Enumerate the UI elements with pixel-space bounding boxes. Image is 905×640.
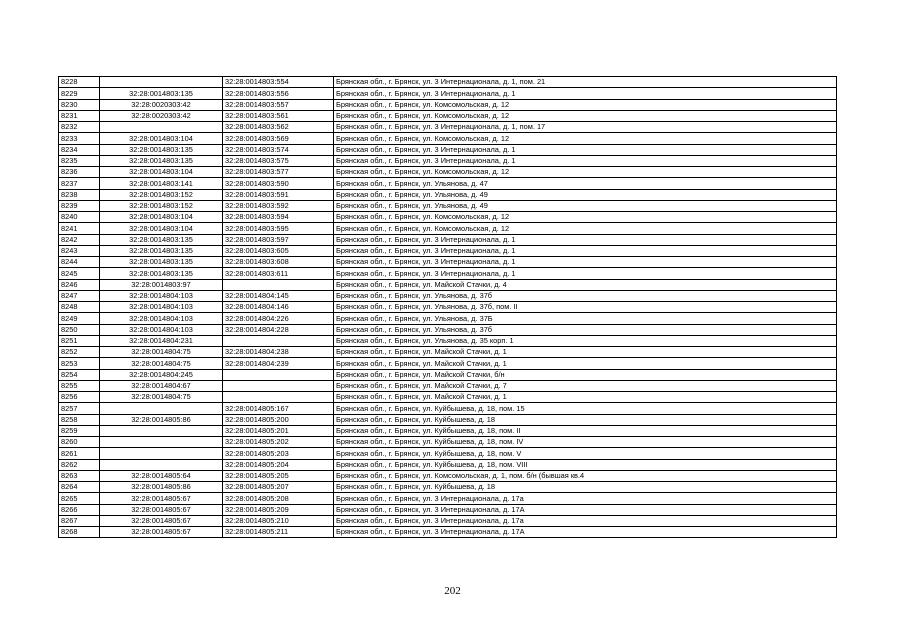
parent-cadastral-cell: 32:28:0014804:103 xyxy=(100,290,223,301)
parent-cadastral-cell xyxy=(100,437,223,448)
table-row xyxy=(59,223,837,234)
table-row xyxy=(59,358,837,369)
row-number-cell: 8263 xyxy=(59,470,100,481)
table-row xyxy=(59,200,837,211)
cadastral-number-cell: 32:28:0014805:204 xyxy=(223,459,334,470)
row-number-cell: 8236 xyxy=(59,167,100,178)
cadastral-number-cell: 32:28:0014804:238 xyxy=(223,347,334,358)
address-cell: Брянская обл., г. Брянск, ул. Куйбышева, д. 18 xyxy=(334,482,837,493)
table-row xyxy=(59,425,837,436)
address-cell: Брянская обл., г. Брянск, ул. Майской Стачки, д. 7 xyxy=(334,380,837,391)
row-number-cell: 8256 xyxy=(59,392,100,403)
row-number-cell: 8243 xyxy=(59,245,100,256)
address-cell: Брянская обл., г. Брянск, ул. Майской Стачки, д. 1 xyxy=(334,358,837,369)
address-cell: Брянская обл., г. Брянск, ул. Майской Стачки, д. 1 xyxy=(334,347,837,358)
row-number-cell: 8261 xyxy=(59,448,100,459)
cadastral-number-cell: 32:28:0014805:205 xyxy=(223,470,334,481)
parent-cadastral-cell: 32:28:0014803:104 xyxy=(100,212,223,223)
cadastral-number-cell: 32:28:0014803:557 xyxy=(223,99,334,110)
parent-cadastral-cell: 32:28:0014803:104 xyxy=(100,223,223,234)
row-number-cell: 8257 xyxy=(59,403,100,414)
row-number-cell: 8235 xyxy=(59,155,100,166)
parent-cadastral-cell: 32:28:0014803:152 xyxy=(100,189,223,200)
table-row xyxy=(59,369,837,380)
address-cell: Брянская обл., г. Брянск, ул. Ульянова, д. 37б xyxy=(334,324,837,335)
address-cell: Брянская обл., г. Брянск, ул. Ульянова, д. 35 корп. 1 xyxy=(334,335,837,346)
cadastral-number-cell: 32:28:0014803:569 xyxy=(223,133,334,144)
address-cell: Брянская обл., г. Брянск, ул. Куйбышева, д. 18 xyxy=(334,414,837,425)
table-row xyxy=(59,88,837,99)
table-row xyxy=(59,493,837,504)
row-number-cell: 8260 xyxy=(59,437,100,448)
parent-cadastral-cell: 32:28:0014804:103 xyxy=(100,302,223,313)
cadastral-number-cell xyxy=(223,279,334,290)
address-cell: Брянская обл., г. Брянск, ул. Майской Стачки, д. 1 xyxy=(334,392,837,403)
row-number-cell: 8228 xyxy=(59,77,100,88)
parent-cadastral-cell: 32:28:0014803:104 xyxy=(100,167,223,178)
table-row xyxy=(59,403,837,414)
parent-cadastral-cell: 32:28:0014805:67 xyxy=(100,493,223,504)
row-number-cell: 8232 xyxy=(59,122,100,133)
row-number-cell: 8234 xyxy=(59,144,100,155)
row-number-cell: 8247 xyxy=(59,290,100,301)
address-cell: Брянская обл., г. Брянск, ул. Куйбышева, д. 18, пом. II xyxy=(334,425,837,436)
address-cell: Брянская обл., г. Брянск, ул. Ульянова, д. 37б xyxy=(334,290,837,301)
table-body xyxy=(59,77,837,538)
table-row xyxy=(59,527,837,538)
address-cell: Брянская обл., г. Брянск, ул. 3 Интернационала, д. 1, пом. 17 xyxy=(334,122,837,133)
cadastral-number-cell: 32:28:0014803:556 xyxy=(223,88,334,99)
address-cell: Брянская обл., г. Брянск, ул. Комсомольская, д. 12 xyxy=(334,133,837,144)
parent-cadastral-cell xyxy=(100,403,223,414)
cadastral-number-cell: 32:28:0014805:208 xyxy=(223,493,334,504)
table-row xyxy=(59,144,837,155)
cadastral-number-cell: 32:28:0014803:591 xyxy=(223,189,334,200)
cadastral-number-cell: 32:28:0014804:146 xyxy=(223,302,334,313)
address-cell: Брянская обл., г. Брянск, ул. Ульянова, д. 37Б xyxy=(334,313,837,324)
cadastral-number-cell: 32:28:0014805:203 xyxy=(223,448,334,459)
parent-cadastral-cell xyxy=(100,122,223,133)
row-number-cell: 8229 xyxy=(59,88,100,99)
cadastral-number-cell: 32:28:0014803:594 xyxy=(223,212,334,223)
table-row xyxy=(59,324,837,335)
page-number: 202 xyxy=(444,585,461,597)
row-number-cell: 8239 xyxy=(59,200,100,211)
cadastral-number-cell: 32:28:0014803:577 xyxy=(223,167,334,178)
parent-cadastral-cell: 32:28:0014804:67 xyxy=(100,380,223,391)
parent-cadastral-cell: 32:28:0014803:135 xyxy=(100,88,223,99)
cadastral-number-cell: 32:28:0014803:562 xyxy=(223,122,334,133)
cadastral-number-cell: 32:28:0014804:226 xyxy=(223,313,334,324)
row-number-cell: 8265 xyxy=(59,493,100,504)
cadastral-number-cell: 32:28:0014803:561 xyxy=(223,110,334,121)
row-number-cell: 8231 xyxy=(59,110,100,121)
cadastral-number-cell: 32:28:0014803:590 xyxy=(223,178,334,189)
cadastral-number-cell: 32:28:0014805:201 xyxy=(223,425,334,436)
cadastral-number-cell: 32:28:0014803:608 xyxy=(223,257,334,268)
parent-cadastral-cell: 32:28:0014805:86 xyxy=(100,414,223,425)
table-row xyxy=(59,392,837,403)
table-row xyxy=(59,302,837,313)
address-cell: Брянская обл., г. Брянск, ул. Куйбышева, д. 18, пом. 15 xyxy=(334,403,837,414)
parent-cadastral-cell: 32:28:0014805:67 xyxy=(100,504,223,515)
parent-cadastral-cell: 32:28:0020303:42 xyxy=(100,110,223,121)
parent-cadastral-cell: 32:28:0014803:135 xyxy=(100,234,223,245)
row-number-cell: 8253 xyxy=(59,358,100,369)
table-row xyxy=(59,178,837,189)
row-number-cell: 8246 xyxy=(59,279,100,290)
cadastral-number-cell: 32:28:0014803:611 xyxy=(223,268,334,279)
cadastral-number-cell: 32:28:0014803:554 xyxy=(223,77,334,88)
cadastral-number-cell: 32:28:0014804:145 xyxy=(223,290,334,301)
row-number-cell: 8241 xyxy=(59,223,100,234)
table-row xyxy=(59,189,837,200)
address-cell: Брянская обл., г. Брянск, ул. 3 Интернационала, д. 1 xyxy=(334,88,837,99)
cadastral-number-cell: 32:28:0014803:605 xyxy=(223,245,334,256)
table-row xyxy=(59,110,837,121)
parent-cadastral-cell: 32:28:0014803:152 xyxy=(100,200,223,211)
parent-cadastral-cell: 32:28:0014803:104 xyxy=(100,133,223,144)
parent-cadastral-cell: 32:28:0014805:64 xyxy=(100,470,223,481)
address-cell: Брянская обл., г. Брянск, ул. Майской Стачки, б/н xyxy=(334,369,837,380)
table-row xyxy=(59,470,837,481)
parent-cadastral-cell: 32:28:0014805:86 xyxy=(100,482,223,493)
row-number-cell: 8237 xyxy=(59,178,100,189)
cadastral-number-cell: 32:28:0014805:210 xyxy=(223,515,334,526)
row-number-cell: 8248 xyxy=(59,302,100,313)
parent-cadastral-cell: 32:28:0014804:75 xyxy=(100,347,223,358)
cadastral-number-cell: 32:28:0014805:202 xyxy=(223,437,334,448)
table-row xyxy=(59,234,837,245)
address-cell: Брянская обл., г. Брянск, ул. 3 Интернационала, д. 17А xyxy=(334,527,837,538)
row-number-cell: 8250 xyxy=(59,324,100,335)
address-cell: Брянская обл., г. Брянск, ул. 3 Интернационала, д. 17А xyxy=(334,504,837,515)
parent-cadastral-cell: 32:28:0014803:135 xyxy=(100,155,223,166)
address-cell: Брянская обл., г. Брянск, ул. Комсомольская, д. 12 xyxy=(334,167,837,178)
address-cell: Брянская обл., г. Брянск, ул. 3 Интернационала, д. 1 xyxy=(334,257,837,268)
parent-cadastral-cell xyxy=(100,77,223,88)
row-number-cell: 8268 xyxy=(59,527,100,538)
table-row xyxy=(59,482,837,493)
table-row xyxy=(59,167,837,178)
row-number-cell: 8252 xyxy=(59,347,100,358)
cadastral-number-cell xyxy=(223,369,334,380)
row-number-cell: 8238 xyxy=(59,189,100,200)
cadastral-number-cell xyxy=(223,380,334,391)
parent-cadastral-cell: 32:28:0014803:97 xyxy=(100,279,223,290)
parent-cadastral-cell: 32:28:0014803:135 xyxy=(100,268,223,279)
cadastral-number-cell xyxy=(223,335,334,346)
table-row xyxy=(59,212,837,223)
address-cell: Брянская обл., г. Брянск, ул. Комсомольская, д. 12 xyxy=(334,223,837,234)
row-number-cell: 8242 xyxy=(59,234,100,245)
cadastral-number-cell: 32:28:0014805:211 xyxy=(223,527,334,538)
table-row xyxy=(59,313,837,324)
parent-cadastral-cell: 32:28:0014804:231 xyxy=(100,335,223,346)
row-number-cell: 8259 xyxy=(59,425,100,436)
parent-cadastral-cell xyxy=(100,425,223,436)
parent-cadastral-cell: 32:28:0014805:67 xyxy=(100,515,223,526)
row-number-cell: 8230 xyxy=(59,99,100,110)
table-row xyxy=(59,257,837,268)
row-number-cell: 8255 xyxy=(59,380,100,391)
address-cell: Брянская обл., г. Брянск, ул. 3 Интернационала, д. 17а xyxy=(334,515,837,526)
address-cell: Брянская обл., г. Брянск, ул. Комсомольская, д. 12 xyxy=(334,212,837,223)
table-row xyxy=(59,133,837,144)
table-row xyxy=(59,347,837,358)
table-row xyxy=(59,459,837,470)
row-number-cell: 8267 xyxy=(59,515,100,526)
address-cell: Брянская обл., г. Брянск, ул. Куйбышева, д. 18, пом. VIII xyxy=(334,459,837,470)
table-row xyxy=(59,122,837,133)
parent-cadastral-cell: 32:28:0014803:135 xyxy=(100,245,223,256)
table-row xyxy=(59,414,837,425)
row-number-cell: 8244 xyxy=(59,257,100,268)
cadastral-number-cell: 32:28:0014803:575 xyxy=(223,155,334,166)
cadastral-number-cell xyxy=(223,392,334,403)
row-number-cell: 8258 xyxy=(59,414,100,425)
table-row xyxy=(59,155,837,166)
address-cell: Брянская обл., г. Брянск, ул. 3 Интернационала, д. 1 xyxy=(334,268,837,279)
row-number-cell: 8233 xyxy=(59,133,100,144)
row-number-cell: 8249 xyxy=(59,313,100,324)
address-cell: Брянская обл., г. Брянск, ул. Ульянова, д. 49 xyxy=(334,200,837,211)
address-cell: Брянская обл., г. Брянск, ул. Комсомольская, д. 1, пом. б/н (бывшая кв.4 xyxy=(334,470,837,481)
cadastral-number-cell: 32:28:0014805:207 xyxy=(223,482,334,493)
table-row xyxy=(59,290,837,301)
address-cell: Брянская обл., г. Брянск, ул. Ульянова, д. 37б, пом. II xyxy=(334,302,837,313)
table-row xyxy=(59,515,837,526)
row-number-cell: 8251 xyxy=(59,335,100,346)
row-number-cell: 8262 xyxy=(59,459,100,470)
parent-cadastral-cell: 32:28:0014804:75 xyxy=(100,358,223,369)
address-cell: Брянская обл., г. Брянск, ул. Ульянова, д. 49 xyxy=(334,189,837,200)
table-row xyxy=(59,437,837,448)
table-row xyxy=(59,99,837,110)
parent-cadastral-cell: 32:28:0014805:67 xyxy=(100,527,223,538)
parent-cadastral-cell: 32:28:0014803:141 xyxy=(100,178,223,189)
address-cell: Брянская обл., г. Брянск, ул. Ульянова, д. 47 xyxy=(334,178,837,189)
cadastral-number-cell: 32:28:0014803:574 xyxy=(223,144,334,155)
cadastral-number-cell: 32:28:0014804:239 xyxy=(223,358,334,369)
cadastral-number-cell: 32:28:0014805:167 xyxy=(223,403,334,414)
address-cell: Брянская обл., г. Брянск, ул. 3 Интернационала, д. 17а xyxy=(334,493,837,504)
cadastral-number-cell: 32:28:0014805:200 xyxy=(223,414,334,425)
address-cell: Брянская обл., г. Брянск, ул. 3 Интернационала, д. 1, пом. 21 xyxy=(334,77,837,88)
cadastral-registry-table xyxy=(58,76,837,538)
parent-cadastral-cell: 32:28:0014804:245 xyxy=(100,369,223,380)
address-cell: Брянская обл., г. Брянск, ул. Куйбышева, д. 18, пом. IV xyxy=(334,437,837,448)
row-number-cell: 8264 xyxy=(59,482,100,493)
row-number-cell: 8240 xyxy=(59,212,100,223)
cadastral-number-cell: 32:28:0014805:209 xyxy=(223,504,334,515)
parent-cadastral-cell: 32:28:0014803:135 xyxy=(100,144,223,155)
table-row xyxy=(59,279,837,290)
address-cell: Брянская обл., г. Брянск, ул. Майской Стачки, д. 4 xyxy=(334,279,837,290)
table-row xyxy=(59,245,837,256)
cadastral-number-cell: 32:28:0014803:597 xyxy=(223,234,334,245)
table-row xyxy=(59,335,837,346)
cadastral-number-cell: 32:28:0014803:592 xyxy=(223,200,334,211)
table-row xyxy=(59,448,837,459)
table-row xyxy=(59,77,837,88)
cadastral-number-cell: 32:28:0014803:595 xyxy=(223,223,334,234)
table-row xyxy=(59,380,837,391)
row-number-cell: 8245 xyxy=(59,268,100,279)
cadastral-number-cell: 32:28:0014804:228 xyxy=(223,324,334,335)
row-number-cell: 8254 xyxy=(59,369,100,380)
parent-cadastral-cell: 32:28:0014804:103 xyxy=(100,313,223,324)
address-cell: Брянская обл., г. Брянск, ул. 3 Интернационала, д. 1 xyxy=(334,155,837,166)
parent-cadastral-cell xyxy=(100,459,223,470)
address-cell: Брянская обл., г. Брянск, ул. 3 Интернационала, д. 1 xyxy=(334,234,837,245)
row-number-cell: 8266 xyxy=(59,504,100,515)
address-cell: Брянская обл., г. Брянск, ул. Комсомольская, д. 12 xyxy=(334,110,837,121)
address-cell: Брянская обл., г. Брянск, ул. 3 Интернационала, д. 1 xyxy=(334,245,837,256)
address-cell: Брянская обл., г. Брянск, ул. Куйбышева, д. 18, пом. V xyxy=(334,448,837,459)
address-cell: Брянская обл., г. Брянск, ул. 3 Интернационала, д. 1 xyxy=(334,144,837,155)
parent-cadastral-cell: 32:28:0014804:103 xyxy=(100,324,223,335)
parent-cadastral-cell: 32:28:0014804:75 xyxy=(100,392,223,403)
table-row xyxy=(59,504,837,515)
address-cell: Брянская обл., г. Брянск, ул. Комсомольская, д. 12 xyxy=(334,99,837,110)
table-row xyxy=(59,268,837,279)
parent-cadastral-cell: 32:28:0014803:135 xyxy=(100,257,223,268)
parent-cadastral-cell xyxy=(100,448,223,459)
parent-cadastral-cell: 32:28:0020303:42 xyxy=(100,99,223,110)
